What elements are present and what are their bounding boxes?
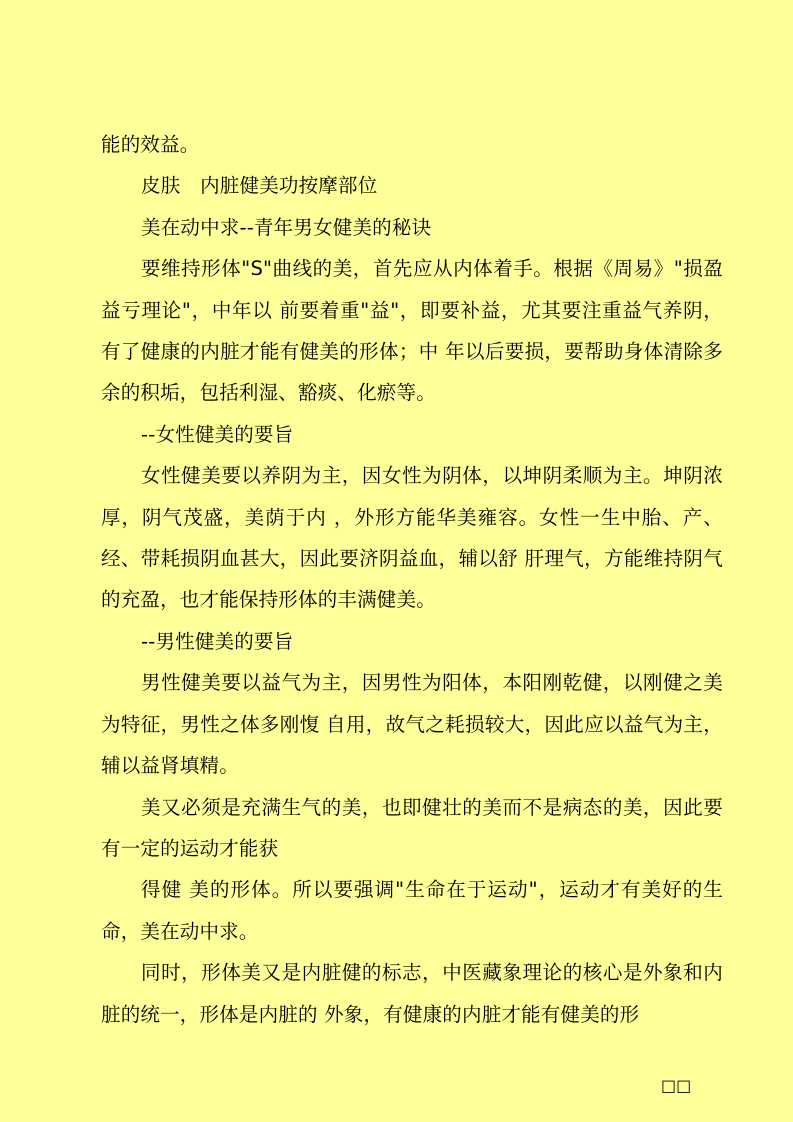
paragraph: 能的效益。 (101, 133, 200, 156)
paragraph: 要维持形体"S"曲线的美，首先应从内体着手。根据《周易》"损盈益亏理论"，中年以 前要着重"益"，即要补益，尤其要注重益气养阴，有了健康的内脏才能有健美的形体；中 年以后要损，要帮助身体清除多余的积垢，包括利湿、豁痰、化瘀等。 (101, 257, 723, 405)
paragraph: 得健 美的形体。所以要强调"生命在于运动"，运动才有美好的生命，美在动中求。 (101, 878, 723, 943)
section-heading: --男性健美的要旨 (141, 629, 294, 653)
paragraph: 女性健美要以养阴为主，因女性为阴体，以坤阴柔顺为主。坤阴浓厚，阴气茂盛，美荫于内 ，外形方能华美雍容。女性一生中胎、产、经、带耗损阴血甚大，因此要济阴益血，辅以舒 肝理气，方能维持阴气的充盈，也才能保持形体的丰满健美。 (101, 464, 723, 612)
section-heading: 美在动中求--青年男女健美的秘诀 (141, 215, 432, 239)
document-body (101, 124, 723, 1035)
paragraph: 美又必须是充满生气的美，也即健壮的美而不是病态的美，因此要有一定的运动才能获 (101, 795, 723, 860)
section-heading: --女性健美的要旨 (141, 422, 294, 446)
section-heading: 皮肤 内脏健美功按摩部位 (141, 174, 378, 198)
page-number: □□ (661, 1076, 692, 1095)
paragraph: 同时，形体美又是内脏健的标志，中医藏象理论的核心是外象和内脏的统一，形体是内脏的 外象，有健康的内脏才能有健美的形 (101, 961, 723, 1026)
paragraph: 男性健美要以益气为主，因男性为阳体，本阳刚乾健，以刚健之美为特征，男性之体多刚愎 自用，故气之耗损较大，因此应以益气为主，辅以益肾填精。 (101, 671, 723, 778)
